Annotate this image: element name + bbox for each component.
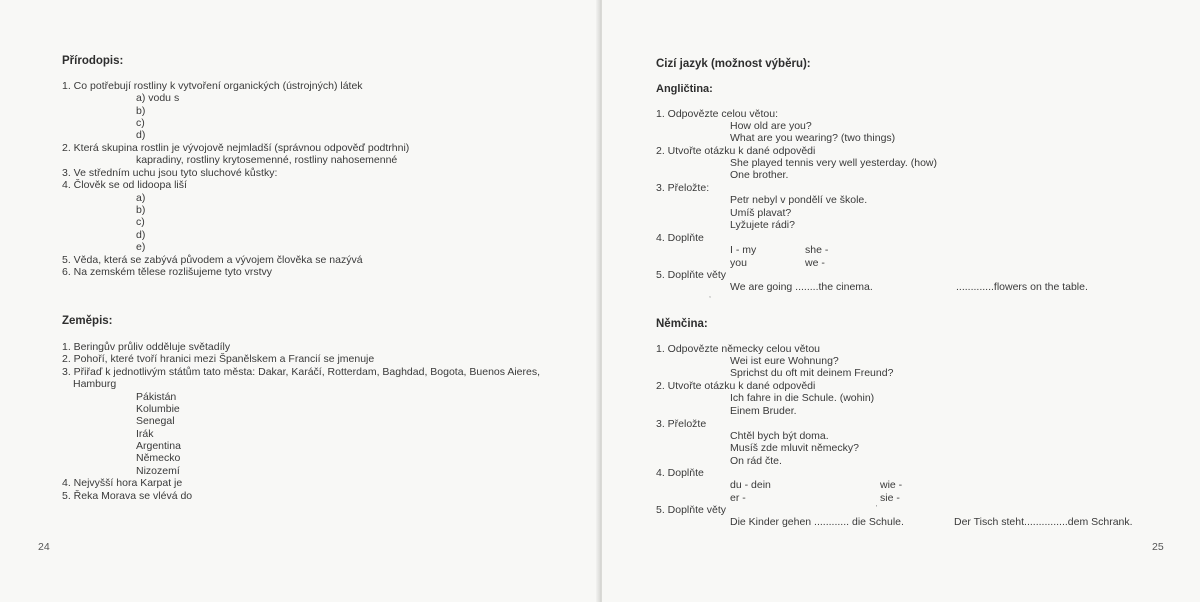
question-line: Hamburg <box>73 378 117 390</box>
answer-line: .............flowers on the table. <box>956 281 1088 293</box>
answer-line: Ich fahre in die Schule. (wohin) <box>730 392 875 404</box>
answer-option: c) <box>136 117 145 129</box>
answer-line: Musíš zde mluvit německy? <box>730 442 859 454</box>
question-line: 1. Odpovězte celou větou: <box>656 108 778 120</box>
answer-line: What are you wearing? (two things) <box>730 132 896 144</box>
answer-line: she - <box>805 244 829 256</box>
print-speck: , <box>709 292 711 299</box>
answer-line: er - <box>730 492 746 504</box>
answer-line: Die Kinder gehen ............ die Schule. <box>730 516 904 528</box>
question-line: 3. Přiřaď k jednotlivým státům tato města: Dakar, Karáčí, Rotterdam, Baghdad, Bogota, Buenos Aieres, <box>62 366 541 378</box>
question-line: 2. Utvořte otázku k dané odpovědi <box>656 380 816 392</box>
heading-cizi-jazyk: Cizí jazyk (možnost výběru): <box>656 58 811 70</box>
heading-anglictina: Angličtina: <box>656 83 713 95</box>
country-item: Kolumbie <box>136 403 180 415</box>
answer-line: du - dein <box>730 479 771 491</box>
question-line: 5. Řeka Morava se vlévá do <box>62 490 193 502</box>
answer-option: b) <box>136 204 146 216</box>
answer-line: Umíš plavat? <box>730 207 792 219</box>
question-line: 4. Člověk se od lidoopa liší <box>62 179 187 191</box>
answer-line: We are going ........the cinema. <box>730 281 873 293</box>
answer-line: wie - <box>880 479 903 491</box>
question-line: 4. Doplňte <box>656 467 704 479</box>
question-line: 6. Na zemském tělese rozlišujeme tyto vrstvy <box>62 266 273 278</box>
answer-option: d) <box>136 229 146 241</box>
right-page <box>602 0 1200 602</box>
answer-option: e) <box>136 241 146 253</box>
print-speck: ' <box>876 505 878 512</box>
answer-option: kapradiny, rostliny krytosemenné, rostliny nahosemenné <box>136 154 398 166</box>
answer-option: a) vodu s <box>136 92 180 104</box>
country-item: Pákistán <box>136 391 177 403</box>
country-item: Senegal <box>136 415 175 427</box>
heading-nemcina: Němčina: <box>656 318 708 330</box>
question-line: 2. Pohoří, které tvoří hranici mezi Španělskem a Francií se jmenuje <box>62 353 375 365</box>
question-line: 5. Věda, která se zabývá původem a vývojem člověka se nazývá <box>62 254 363 266</box>
country-item: Německo <box>136 452 181 464</box>
answer-line: sie - <box>880 492 900 504</box>
page-number: 25 <box>1152 541 1164 553</box>
answer-line: Wei ist eure Wohnung? <box>730 355 839 367</box>
country-item: Irák <box>136 428 154 440</box>
question-line: 3. Ve středním uchu jsou tyto sluchové kůstky: <box>62 167 278 179</box>
answer-option: c) <box>136 216 145 228</box>
question-line: 5. Doplňte věty <box>656 504 727 516</box>
answer-line: One brother. <box>730 169 789 181</box>
answer-line: She played tennis very well yesterday. (how) <box>730 157 937 169</box>
answer-line: you <box>730 257 747 269</box>
answer-option: b) <box>136 105 146 117</box>
answer-line: Einem Bruder. <box>730 405 797 417</box>
answer-line: we - <box>805 257 825 269</box>
answer-line: On rád čte. <box>730 455 782 467</box>
question-line: 5. Doplňte věty <box>656 269 727 281</box>
heading-prirodopis: Přírodopis: <box>62 55 124 67</box>
answer-line: How old are you? <box>730 120 812 132</box>
answer-line: I - my <box>730 244 757 256</box>
heading-zemepis: Zeměpis: <box>62 315 113 327</box>
answer-option: a) <box>136 192 146 204</box>
answer-line: Sprichst du oft mit deinem Freund? <box>730 367 894 379</box>
question-line: 1. Odpovězte německy celou větou <box>656 343 821 355</box>
answer-line: Der Tisch steht...............dem Schrank. <box>954 516 1133 528</box>
answer-line: Petr nebyl v pondělí ve škole. <box>730 194 868 206</box>
answer-option: d) <box>136 129 146 141</box>
answer-line: Chtěl bych být doma. <box>730 430 829 442</box>
question-line: 2. Utvořte otázku k dané odpovědi <box>656 145 816 157</box>
country-item: Argentina <box>136 440 181 452</box>
question-line: 4. Nejvyšší hora Karpat je <box>62 477 183 489</box>
question-line: 1. Beringův průliv odděluje světadíly <box>62 341 231 353</box>
answer-line: Lyžujete rádi? <box>730 219 795 231</box>
question-line: 4. Doplňte <box>656 232 704 244</box>
question-line: 2. Která skupina rostlin je vývojově nejmladší (správnou odpověď podtrhni) <box>62 142 410 154</box>
country-item: Nizozemí <box>136 465 180 477</box>
question-line: 1. Co potřebují rostliny k vytvoření organických (ústrojných) látek <box>62 80 363 92</box>
page-number: 24 <box>38 541 50 553</box>
question-line: 3. Přeložte <box>656 418 707 430</box>
question-line: 3. Přeložte: <box>656 182 710 194</box>
